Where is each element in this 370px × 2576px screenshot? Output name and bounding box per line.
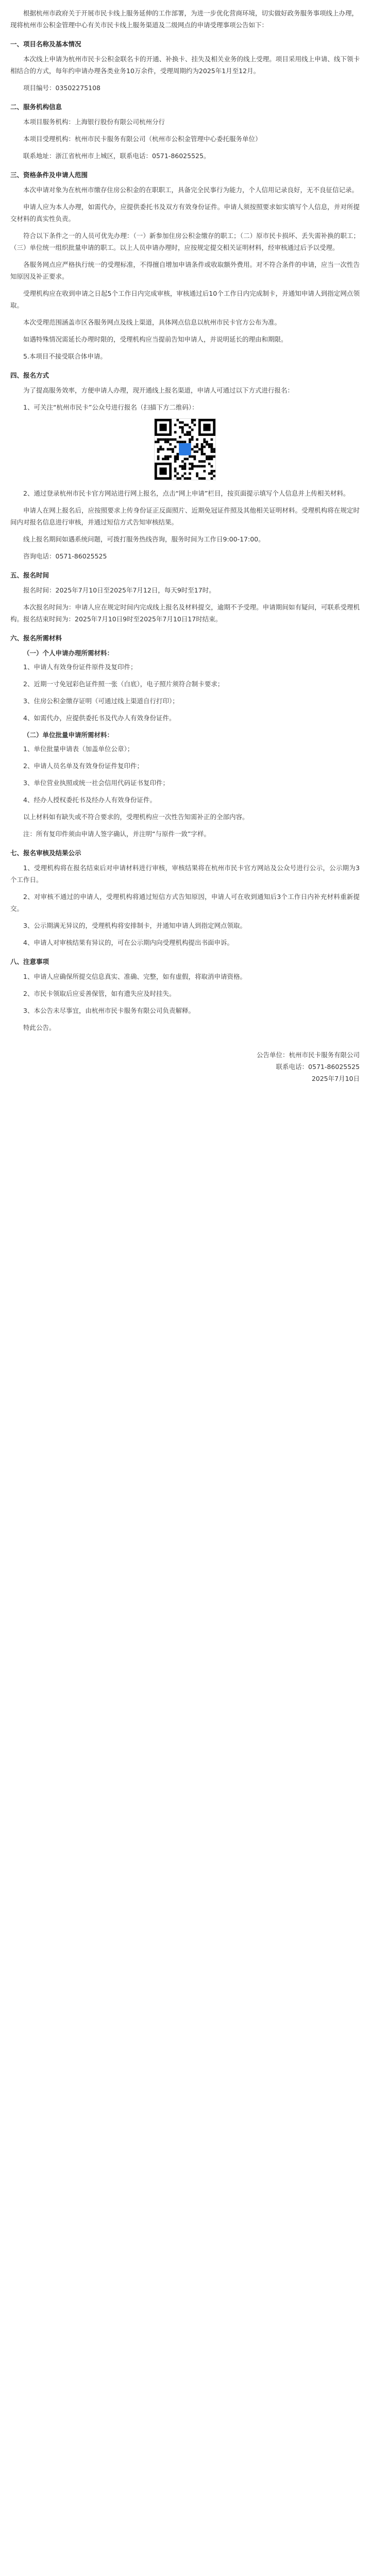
paragraph: 为了提高服务效率，方便申请人办理，现开通线上报名渠道，申请人可通过以下方式进行报名： [23, 386, 294, 394]
paragraph: 1、单位批量申请表（加盖单位公章）； [23, 745, 134, 753]
section-heading: 六、报名所需材料 [10, 634, 62, 642]
paragraph: 4、经办人授权委托书及经办人有效身份证件。 [23, 796, 156, 804]
paragraph: 特此公告。 [23, 1024, 56, 1031]
paragraph: 本次线上申请为杭州市民卡公积金联名卡的开通、补换卡、挂失及相关业务的线上受理。项目采用线上申请、线下领卡相结合的方式，每年约申请办理各类业务10万余件，受理周期约为2025年1月至12月。 [10, 55, 360, 75]
section-heading: 三、资格条件及申请人范围 [10, 171, 88, 179]
paragraph: 符合以下条件之一的人员可优先办理：（一）新参加住房公积金缴存的职工；（二）原市民卡损坏、丢失需补换的职工；（三）单位统一组织批量申请的职工。以上人员申请办理时，应按规定提交相关证明材料，经审核通过后予以受理。 [10, 232, 360, 251]
paragraph: 申请人应为本人办理，如需代办，应提供委托书及双方有效身份证件。申请人须按照要求如实填写个人信息，并对所提交材料的真实性负责。 [10, 203, 360, 223]
paragraph: 项目编号：03502275108 [23, 84, 100, 92]
paragraph: 2、市民卡领取后应妥善保管，如有遗失应及时挂失。 [23, 990, 176, 997]
paragraph: 本项目受理机构：杭州市民卡服务有限公司（杭州市公积金管理中心委托服务单位） [23, 135, 262, 143]
paragraph: 联系地址：浙江省杭州市上城区，联系电话：0571-86025525。 [23, 152, 210, 160]
paragraph: 1、受理机构将在报名结束后对申请材料进行审核，审核结果将在杭州市民卡官方网站及公众号进行公示，公示期为3个工作日。 [10, 864, 360, 884]
qr-code-wrapper [10, 418, 360, 480]
paragraph: 本次报名时间为：申请人应在规定时间内完成线上报名及材料提交，逾期不予受理。申请期间如有疑问，可联系受理机构。报名结束时间为：2025年7月10日9时至2025年7月10日17时结束。 [10, 603, 360, 623]
announcement-document [0, 0, 370, 1095]
paragraph: 本次受理范围涵盖市区各服务网点及线上渠道，具体网点信息以杭州市民卡官方公布为准。 [23, 318, 281, 326]
paragraph: 3、公示期满无异议的，受理机构将安排制卡，并通知申请人到指定网点领取。 [23, 922, 246, 929]
signature-org: 公告单位：杭州市民卡服务有限公司 [256, 1051, 360, 1059]
paragraph: 如遇特殊情况需延长办理时限的，受理机构应当提前告知申请人，并说明延长的理由和期限。 [23, 335, 288, 343]
paragraph: 1、申请人应确保所提交信息真实、准确、完整，如有虚假，将取消申请资格。 [23, 973, 246, 980]
signature-block [10, 1049, 360, 1084]
paragraph: 2、申请人员名单及有效身份证件复印件； [23, 762, 143, 770]
section-heading: 二、服务机构信息 [10, 103, 62, 111]
paragraph: 1、可关注“杭州市民卡”公众号进行报名（扫描下方二维码）： [23, 403, 198, 411]
paragraph: 2、对审核不通过的申请人，受理机构将通过短信方式告知原因，申请人可在收到通知后3个工作日内补充材料重新提交。 [10, 893, 360, 912]
paragraph: 3、本公告未尽事宜，由杭州市民卡服务有限公司负责解释。 [23, 1007, 195, 1014]
announcement-content [10, 38, 360, 1033]
paragraph: 5.本项目不接受联合体申请。 [23, 352, 107, 360]
paragraph: 3、住房公积金缴存证明（可通过线上渠道自行打印）； [23, 697, 179, 705]
paragraph: 本次申请对象为在杭州市缴存住房公积金的在职职工，具备完全民事行为能力，个人信用记录良好，无不良征信记录。 [23, 186, 359, 194]
paragraph: 4、如需代办，应提供委托书及代办人有效身份证件。 [23, 714, 176, 722]
paragraph: 1、申请人有效身份证件原件及复印件； [23, 663, 137, 671]
paragraph: 受理机构应在收到申请之日起5个工作日内完成审核，审核通过后10个工作日内完成制卡，并通知申请人到指定网点领取。 [10, 290, 360, 309]
signature-date: 2025年7月10日 [311, 1075, 360, 1082]
section-subheading: （一）个人申请办理所需材料： [23, 649, 114, 657]
paragraph: 申请人在网上报名后，应按照要求上传身份证正反面照片、近期免冠证件照及其他相关证明材料。受理机构将在规定时间内对报名信息进行审核，并通过短信方式告知审核结果。 [10, 506, 360, 526]
section-heading: 四、报名方式 [10, 371, 49, 379]
section-heading: 一、项目名称及基本情况 [10, 40, 81, 48]
section-subheading: （二）单位批量申请所需材料： [23, 731, 114, 739]
section-heading: 七、报名审核及结果公示 [10, 849, 81, 857]
paragraph: 2、通过登录杭州市民卡官方网站进行网上报名，点击“网上申请”栏目，按页面提示填写个人信息并上传相关材料。 [23, 489, 350, 497]
paragraph: 各服务网点应严格执行统一的受理标准，不得擅自增加申请条件或收取额外费用。对不符合条件的申请，应当一次性告知原因及补正要求。 [10, 261, 360, 280]
paragraph: 3、单位营业执照或统一社会信用代码证书复印件； [23, 779, 169, 787]
paragraph: 4、申请人对审核结果有异议的，可在公示期内向受理机构提出书面申诉。 [23, 939, 233, 946]
paragraph: 咨询电话：0571-86025525 [23, 552, 107, 560]
qr-code-icon[interactable] [154, 418, 216, 480]
paragraph: 注：所有复印件须由申请人签字确认，并注明“与原件一致”字样。 [23, 830, 210, 838]
paragraph: 2、近期一寸免冠彩色证件照一张（白底），电子照片须符合制卡要求； [23, 680, 224, 688]
paragraph: 以上材料如有缺失或不符合要求的，受理机构应一次性告知需补正的全部内容。 [23, 813, 249, 821]
section-heading: 八、注意事项 [10, 958, 49, 965]
signature-contact: 联系电话：0571-86025525 [276, 1063, 360, 1071]
intro-paragraph: 根据杭州市政府关于开展市民卡线上服务延伸的工作部署，为进一步优化营商环境，切实做好政务服务事项线上办理，现将杭州市公积金管理中心有关市民卡线上服务渠道及二级网点的申请受理事项公告如下： [10, 9, 359, 29]
paragraph: 本项目服务机构：上海银行股份有限公司杭州分行 [23, 118, 165, 126]
section-heading: 五、报名时间 [10, 571, 49, 579]
paragraph: 线上报名期间如遇系统问题，可拨打服务热线咨询，服务时间为工作日9:00-17:00。 [23, 535, 265, 543]
paragraph: 报名时间：2025年7月10日至2025年7月12日，每天9时至17时。 [23, 586, 215, 594]
